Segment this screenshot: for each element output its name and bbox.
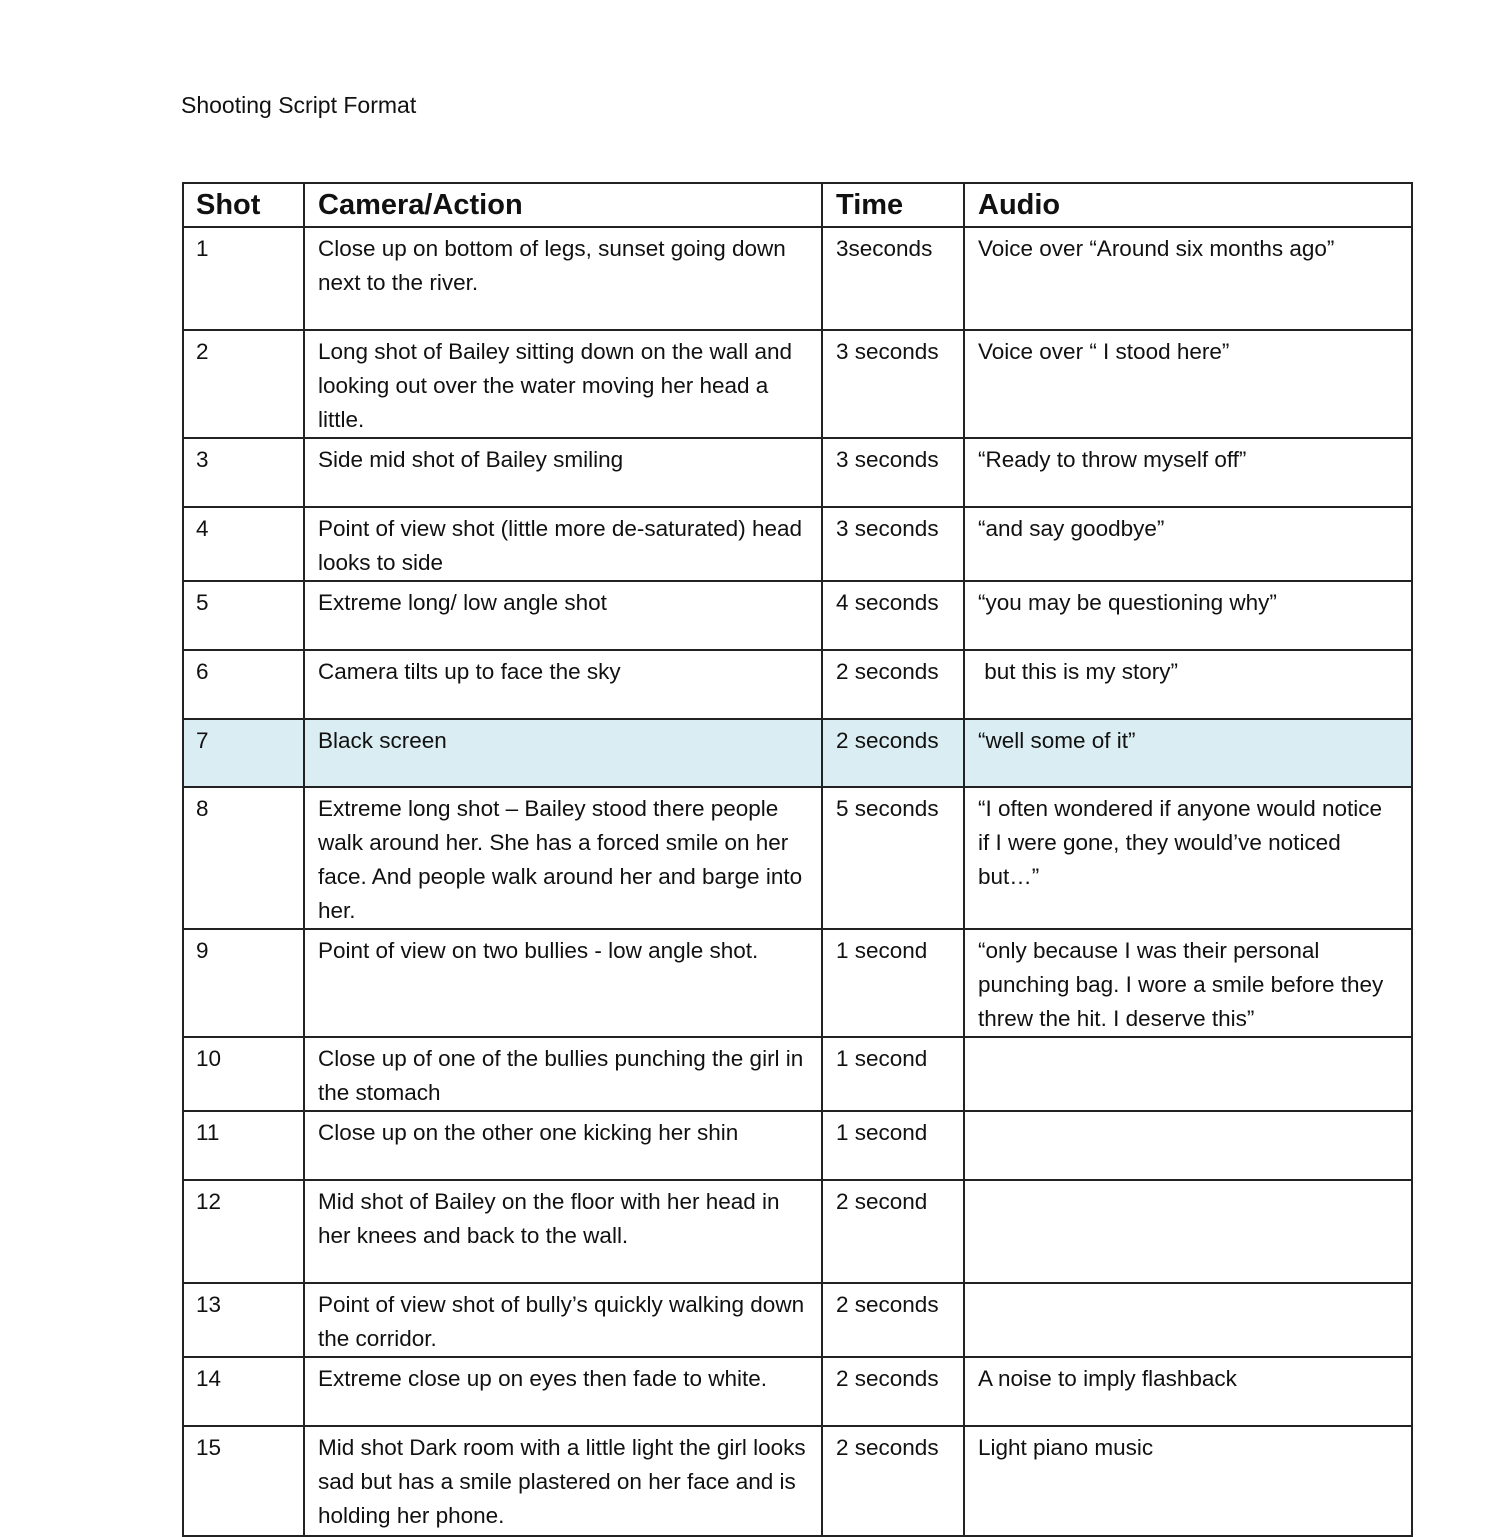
shot-cell: 12 [183, 1180, 304, 1283]
shot-cell: 4 [183, 507, 304, 581]
table-row [183, 787, 1412, 929]
time-cell: 3 seconds [822, 438, 964, 507]
time-cell: 2 second [822, 1180, 964, 1283]
camera-action-cell: Camera tilts up to face the sky [304, 650, 822, 719]
table-header-row [183, 183, 1412, 227]
camera-action-cell: Point of view on two bullies - low angle shot. [304, 929, 822, 1037]
audio-cell: “well some of it” [964, 719, 1412, 787]
audio-cell [964, 1037, 1412, 1111]
time-cell: 3 seconds [822, 507, 964, 581]
shot-cell: 2 [183, 330, 304, 438]
table-row [183, 1426, 1412, 1536]
shot-cell: 9 [183, 929, 304, 1037]
shot-cell: 14 [183, 1357, 304, 1426]
shot-cell: 10 [183, 1037, 304, 1111]
shot-cell: 11 [183, 1111, 304, 1180]
shot-cell: 3 [183, 438, 304, 507]
audio-cell: Voice over “Around six months ago” [964, 227, 1412, 330]
table-row [183, 1357, 1412, 1426]
table-row [183, 1037, 1412, 1111]
time-cell: 2 seconds [822, 719, 964, 787]
table-row [183, 719, 1412, 787]
shot-cell: 15 [183, 1426, 304, 1536]
table-row [183, 1283, 1412, 1357]
camera-action-cell: Mid shot Dark room with a little light the girl looks sad but has a smile plastered on her face and is holding her phone. [304, 1426, 822, 1536]
audio-cell: Light piano music [964, 1426, 1412, 1536]
audio-cell [964, 1180, 1412, 1283]
shot-cell: 8 [183, 787, 304, 929]
camera-action-cell: Extreme long shot – Bailey stood there people walk around her. She has a forced smile on her face. And people walk around her and barge into her. [304, 787, 822, 929]
time-cell: 2 seconds [822, 1426, 964, 1536]
camera-action-cell: Black screen [304, 719, 822, 787]
audio-cell [964, 1111, 1412, 1180]
table-row [183, 581, 1412, 650]
header-camera-action: Camera/Action [304, 183, 822, 227]
time-cell: 3 seconds [822, 330, 964, 438]
table-row [183, 929, 1412, 1037]
camera-action-cell: Point of view shot of bully’s quickly walking down the corridor. [304, 1283, 822, 1357]
time-cell: 4 seconds [822, 581, 964, 650]
camera-action-cell: Mid shot of Bailey on the floor with her head in her knees and back to the wall. [304, 1180, 822, 1283]
audio-cell [964, 1283, 1412, 1357]
time-cell: 1 second [822, 929, 964, 1037]
audio-cell: Voice over “ I stood here” [964, 330, 1412, 438]
audio-cell: “only because I was their personal punching bag. I wore a smile before they threw the hit. I deserve this” [964, 929, 1412, 1037]
table-row [183, 227, 1412, 330]
camera-action-cell: Point of view shot (little more de-saturated) head looks to side [304, 507, 822, 581]
camera-action-cell: Side mid shot of Bailey smiling [304, 438, 822, 507]
audio-cell: “you may be questioning why” [964, 581, 1412, 650]
table-row [183, 507, 1412, 581]
time-cell: 3seconds [822, 227, 964, 330]
shot-cell: 6 [183, 650, 304, 719]
header-audio: Audio [964, 183, 1412, 227]
document-title: Shooting Script Format [181, 92, 417, 118]
shooting-script-table [182, 182, 1413, 1537]
audio-cell: but this is my story” [964, 650, 1412, 719]
shot-cell: 1 [183, 227, 304, 330]
table-row [183, 650, 1412, 719]
table-row [183, 1111, 1412, 1180]
time-cell: 1 second [822, 1037, 964, 1111]
table-row [183, 330, 1412, 438]
audio-cell: A noise to imply flashback [964, 1357, 1412, 1426]
time-cell: 5 seconds [822, 787, 964, 929]
camera-action-cell: Long shot of Bailey sitting down on the wall and looking out over the water moving her head a little. [304, 330, 822, 438]
audio-cell: “Ready to throw myself off” [964, 438, 1412, 507]
time-cell: 1 second [822, 1111, 964, 1180]
camera-action-cell: Close up of one of the bullies punching the girl in the stomach [304, 1037, 822, 1111]
camera-action-cell: Close up on the other one kicking her shin [304, 1111, 822, 1180]
shot-cell: 7 [183, 719, 304, 787]
audio-cell: “I often wondered if anyone would notice if I were gone, they would’ve noticed but…” [964, 787, 1412, 929]
header-time: Time [822, 183, 964, 227]
header-shot: Shot [183, 183, 304, 227]
camera-action-cell: Extreme long/ low angle shot [304, 581, 822, 650]
shot-cell: 13 [183, 1283, 304, 1357]
camera-action-cell: Extreme close up on eyes then fade to white. [304, 1357, 822, 1426]
table-row [183, 438, 1412, 507]
time-cell: 2 seconds [822, 1283, 964, 1357]
time-cell: 2 seconds [822, 1357, 964, 1426]
shot-cell: 5 [183, 581, 304, 650]
camera-action-cell: Close up on bottom of legs, sunset going down next to the river. [304, 227, 822, 330]
audio-cell: “and say goodbye” [964, 507, 1412, 581]
table-row [183, 1180, 1412, 1283]
time-cell: 2 seconds [822, 650, 964, 719]
